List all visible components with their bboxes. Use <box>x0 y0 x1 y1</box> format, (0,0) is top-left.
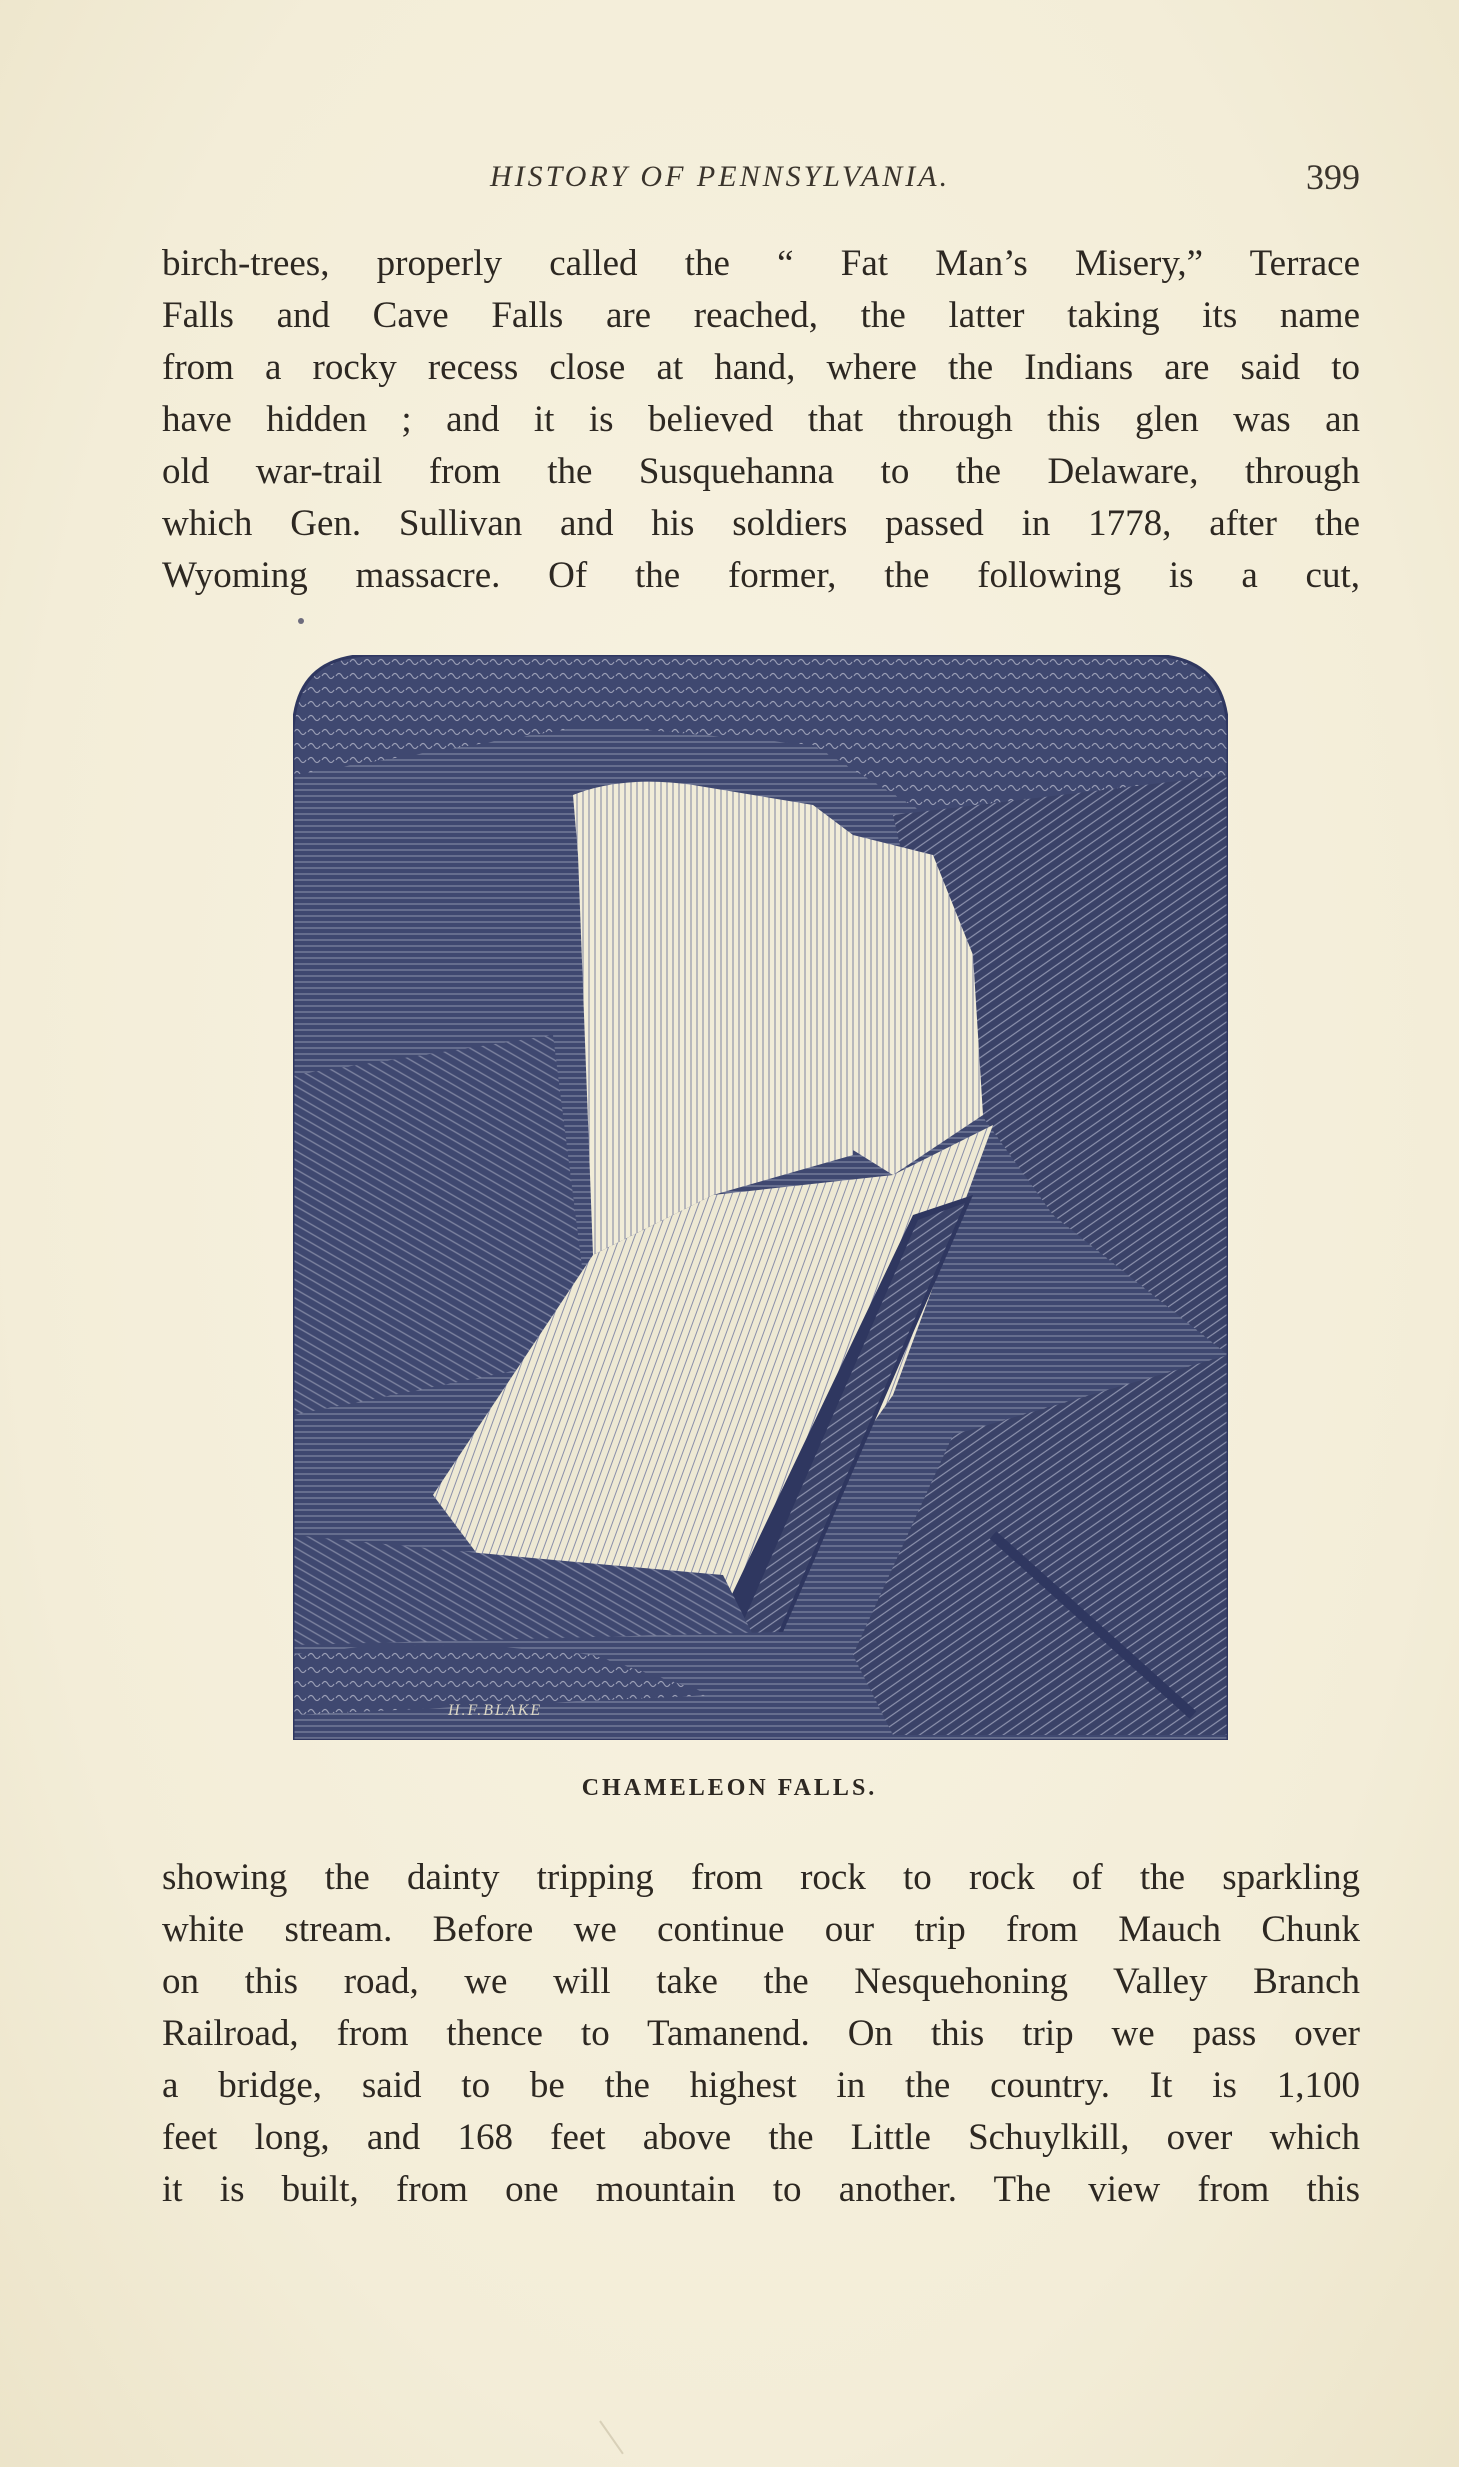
paragraph-bottom <box>162 1852 1360 2216</box>
figure-caption: CHAMELEON FALLS. <box>581 1775 878 1801</box>
page-number: 399 <box>1306 157 1360 197</box>
text-line: feet long, and 168 feet above the Little Schuylkill, over which <box>162 2117 1360 2158</box>
running-head <box>160 157 1360 206</box>
text-line: Wyoming massacre. Of the former, the following is a cut, <box>162 555 1360 596</box>
text-line: Railroad, from thence to Tamanend. On this trip we pass over <box>162 2013 1360 2054</box>
text-line: birch-trees, properly called the “ Fat Man’s Misery,” Terrace <box>162 243 1360 284</box>
text-line: which Gen. Sullivan and his soldiers passed in 1778, after the <box>162 503 1360 544</box>
text-line: on this road, we will take the Nesquehoning Valley Branch <box>162 1961 1360 2002</box>
text-line: a bridge, said to be the highest in the country. It is 1,100 <box>162 2065 1360 2106</box>
paragraph-top <box>162 238 1360 602</box>
text-line: showing the dainty tripping from rock to rock of the sparkling <box>162 1857 1360 1898</box>
text-line: from a rocky recess close at hand, where the Indians are said to <box>162 347 1360 388</box>
text-line: have hidden ; and it is believed that through this glen was an <box>162 399 1360 440</box>
paper-crease <box>599 2420 624 2454</box>
running-title: HISTORY OF PENNSYLVANIA. <box>490 160 951 193</box>
text-line: Falls and Cave Falls are reached, the latter taking its name <box>162 295 1360 336</box>
text-line: old war-trail from the Susquehanna to the Delaware, through <box>162 451 1360 492</box>
text-line: white stream. Before we continue our trip from Mauch Chunk <box>162 1909 1360 1950</box>
ink-speck <box>298 618 304 624</box>
engraving-art <box>293 655 1228 1740</box>
text-line: it is built, from one mountain to another. The view from this <box>162 2169 1360 2210</box>
engraver-signature: H.F.BLAKE <box>448 1702 543 1719</box>
engraving-chameleon-falls <box>293 655 1228 1740</box>
